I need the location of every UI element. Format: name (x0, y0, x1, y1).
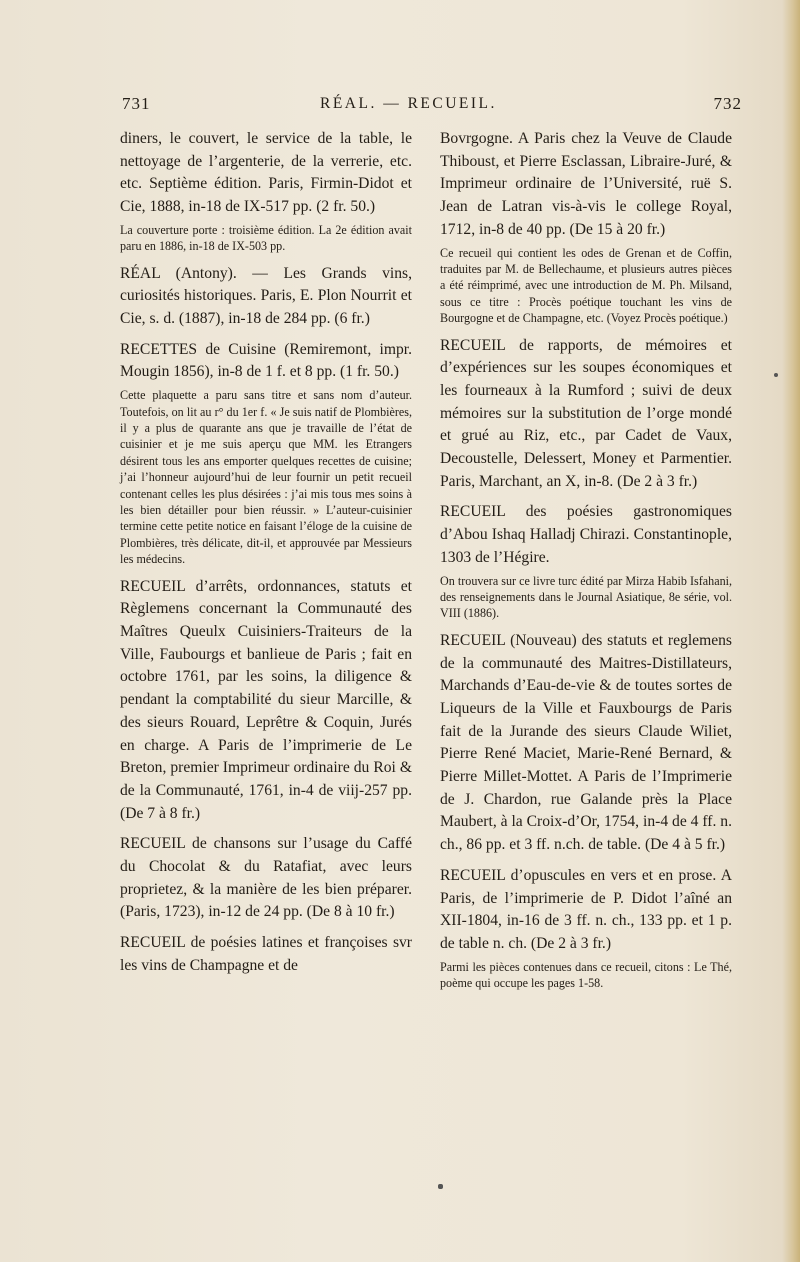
entry-paragraph: Bovrgogne. A Paris chez la Veuve de Claude Thiboust, et Pierre Esclassan, Libraire-Juré, & Imprimeur ordinaire de l’Université, ruë S. Jean de Latran vis-à-vis le college Royal, 1712, in-8 de 40 pp. (De 15 à 20 fr.) (440, 130, 732, 238)
left-column (120, 128, 412, 978)
entry-paragraph: RECUEIL de poésies latines et françoises svr les vins de Champagne et de (120, 934, 412, 974)
column-gutter (425, 128, 426, 1158)
entry-note: On trouvera sur ce livre turc édité par Mirza Habib Isfahani, des renseignements dans le Journal Asiatique, 8e série, vol. VIII (1886). (440, 573, 732, 621)
paper-speck (774, 373, 778, 377)
entry-paragraph: RECUEIL de rapports, de mémoires et d’expériences sur les soupes économiques et les fourneaux à la Rumford ; suivi de deux mémoires sur la substitution de l’orge mondé et grué au Riz, etc., par Cadet de Vaux, Decoustelle, Delessert, Money et Parmentier. Paris, Marchant, an X, in-8. (De 2 à 3 fr.) (440, 336, 732, 490)
entry-note: Parmi les pièces contenues dans ce recueil, citons : Le Thé, poème qui occupe les pages 1-58. (440, 959, 732, 991)
entry-paragraph: RECUEIL des poésies gastronomiques d’Abou Ishaq Halladj Chirazi. Constantinople, 1303 de l’Hégire. (440, 503, 732, 566)
entry-paragraph: diners, le couvert, le service de la table, le nettoyage de l’argenterie, de la verrerie, etc. etc. Septième édition. Paris, Firmin-Didot et Cie, 1888, in-18 de IX-517 pp. (2 fr. 50.) (120, 130, 412, 216)
entry-paragraph: RECUEIL d’opuscules en vers et en prose. A Paris, de l’imprimerie de P. Didot l’aîné an XII-1804, in-16 de 3 ff. n. ch., 133 pp. et 1 p. de table n. ch. (De 2 à 3 fr.) (440, 866, 732, 952)
entry-paragraph: RECUEIL de chansons sur l’usage du Caffé du Chocolat & du Ratafiat, avec leurs proprietez, & la manière de les bien préparer. (Paris, 1723), in-12 de 24 pp. (De 8 à 10 fr.) (120, 835, 412, 921)
running-head: RÉAL. — RECUEIL. (320, 95, 497, 112)
entry-note: Cette plaquette a paru sans titre et sans nom d’auteur. Toutefois, on lit au r° du 1er f. « Je suis natif de Plombières, il y a plus de quarante ans que je travaille de l’état de cuisinier et je me suis aperçu que MM. les Etrangers désirent tous les ans emporter quelques recettes de cuisine; j’ai l’honneur aujourd’hui de leur fournir un petit recueil contenant celles les plus désirées : j’ai mis tous mes soins à les bien détailler pour bien réussir. » L’auteur-cuisinier termine cette petite notice en faisant l’éloge de la cuisine de Plombières, très délicate, dit-il, et approuvée par Messieurs les médecins. (120, 388, 412, 567)
entry-paragraph: RECUEIL (Nouveau) des statuts et reglemens de la communauté des Maitres-Distillateurs, Marchands d’Eau-de-vie & de toutes sortes de Liqueurs de la Ville et Fauxbourgs de Paris fait de la Jurande des sieurs Claude Wiliet, Pierre René Maciet, Marie-René Bernard, & Pierre Millet-Mottet. A Paris de l’Imprimerie de J. Chardon, rue Galande près la Place Maubert, à la Croix-d’Or, 1754, in-4 de 4 ff. n. ch., 86 pp. et 3 ff. n.ch. de table. (De 4 à 5 fr.) (440, 631, 732, 854)
entry-note: Ce recueil qui contient les odes de Grenan et de Coffin, traduites par M. de Bellechaume, et plusieurs autres pièces a été réimprimé, avec une introduction de M. Ph. Milsand, sous ce titre : Procès poétique touchant les vins de Bourgogne et de Champagne, etc. (Voyez Procès poétique.) (440, 245, 732, 326)
entry-paragraph: RECUEIL d’arrêts, ordonnances, statuts et Règlemens concernant la Communauté des Maîtres Queulx Cuisiniers-Traiteurs de la Ville, Faubourgs et banlieue de Paris ; fait en octobre 1761, par les soins, la diligence & pendant la comptabilité du sieur Marcille, & des sieurs Rouard, Leprêtre & Coquin, Jurés en charge. A Paris de l’imprimerie de Le Breton, premier Imprimeur ordinaire du Roi & de la Communauté, 1761, in-4 de viij-257 pp. (De 7 à 8 fr.) (120, 577, 412, 822)
entry-paragraph: RÉAL (Antony). — Les Grands vins, curiosités historiques. Paris, E. Plon Nourrit et Cie, s. d. (1887), in-18 de 284 pp. (6 fr.) (120, 264, 412, 328)
entry-note: La couverture porte : troisième édition. La 2e édition avait paru en 1886, in-18 de IX-503 pp. (120, 222, 412, 254)
entry-paragraph: RECETTES de Cuisine (Remiremont, impr. Mougin 1856), in-8 de 1 f. et 8 pp. (1 fr. 50.) (120, 340, 412, 381)
paper-speck (438, 1184, 443, 1189)
page-edge-shadow (782, 0, 800, 1262)
right-column (440, 128, 732, 991)
running-header (122, 94, 742, 120)
page-number-left: 731 (122, 94, 151, 113)
page-number-right: 732 (713, 94, 742, 113)
